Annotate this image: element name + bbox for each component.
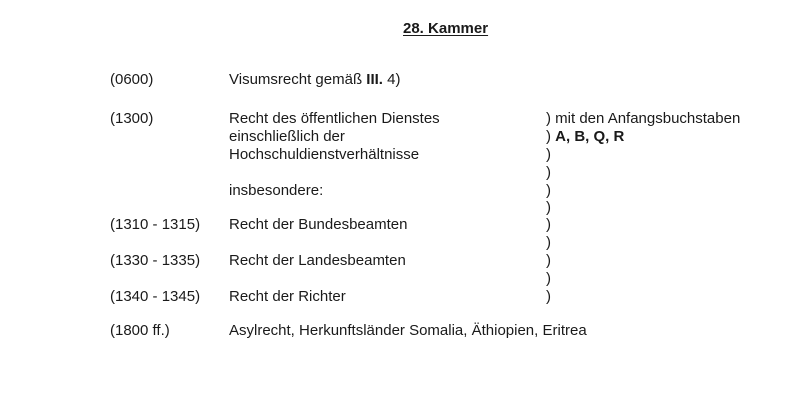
bracket-char: ) bbox=[546, 216, 551, 233]
entry-description bbox=[229, 71, 400, 89]
entry-code: (1800 ff.) bbox=[110, 322, 170, 339]
page-heading: 28. Kammer bbox=[403, 20, 489, 37]
entry-description: Recht der Richter bbox=[229, 288, 346, 305]
entry-description: Asylrecht, Herkunftsländer Somalia, Äthiopien, Eritrea bbox=[229, 322, 587, 339]
entry-description-line: Hochschuldienstverhältnisse bbox=[229, 146, 420, 163]
bracket-char: ) bbox=[546, 270, 551, 287]
entry-description-suffix: 4) bbox=[382, 71, 401, 88]
bracket-note-line bbox=[546, 110, 740, 128]
entry-description-text: Visumsrecht gemäß bbox=[229, 71, 367, 88]
entry-code: (1310 - 1315) bbox=[110, 216, 201, 233]
bracket-char: ) bbox=[546, 128, 551, 145]
bracket-note-letters: A, B, Q, R bbox=[555, 128, 625, 145]
entry-description-line: Recht des öffentlichen Dienstes bbox=[229, 110, 440, 127]
bracket-char: ) bbox=[546, 164, 551, 181]
entry-description: Recht der Bundesbeamten bbox=[229, 216, 408, 233]
entry-description-bold: III. bbox=[366, 71, 383, 88]
insbesondere-label: insbesondere: bbox=[229, 182, 324, 199]
entry-code: (1330 - 1335) bbox=[110, 252, 201, 269]
bracket-char: ) bbox=[546, 288, 551, 305]
entry-code: (1300) bbox=[110, 110, 154, 127]
bracket-char: ) bbox=[546, 110, 551, 127]
bracket-note-line bbox=[546, 128, 624, 146]
bracket-note-text: mit den Anfangsbuchstaben bbox=[555, 110, 741, 127]
entry-code: (0600) bbox=[110, 71, 154, 88]
entry-description: Recht der Landesbeamten bbox=[229, 252, 406, 269]
entry-description-line: einschließlich der bbox=[229, 128, 345, 145]
bracket-char: ) bbox=[546, 146, 551, 163]
bracket-char: ) bbox=[546, 199, 551, 216]
bracket-char: ) bbox=[546, 182, 551, 199]
bracket-char: ) bbox=[546, 252, 551, 269]
bracket-char: ) bbox=[546, 234, 551, 251]
entry-code: (1340 - 1345) bbox=[110, 288, 201, 305]
